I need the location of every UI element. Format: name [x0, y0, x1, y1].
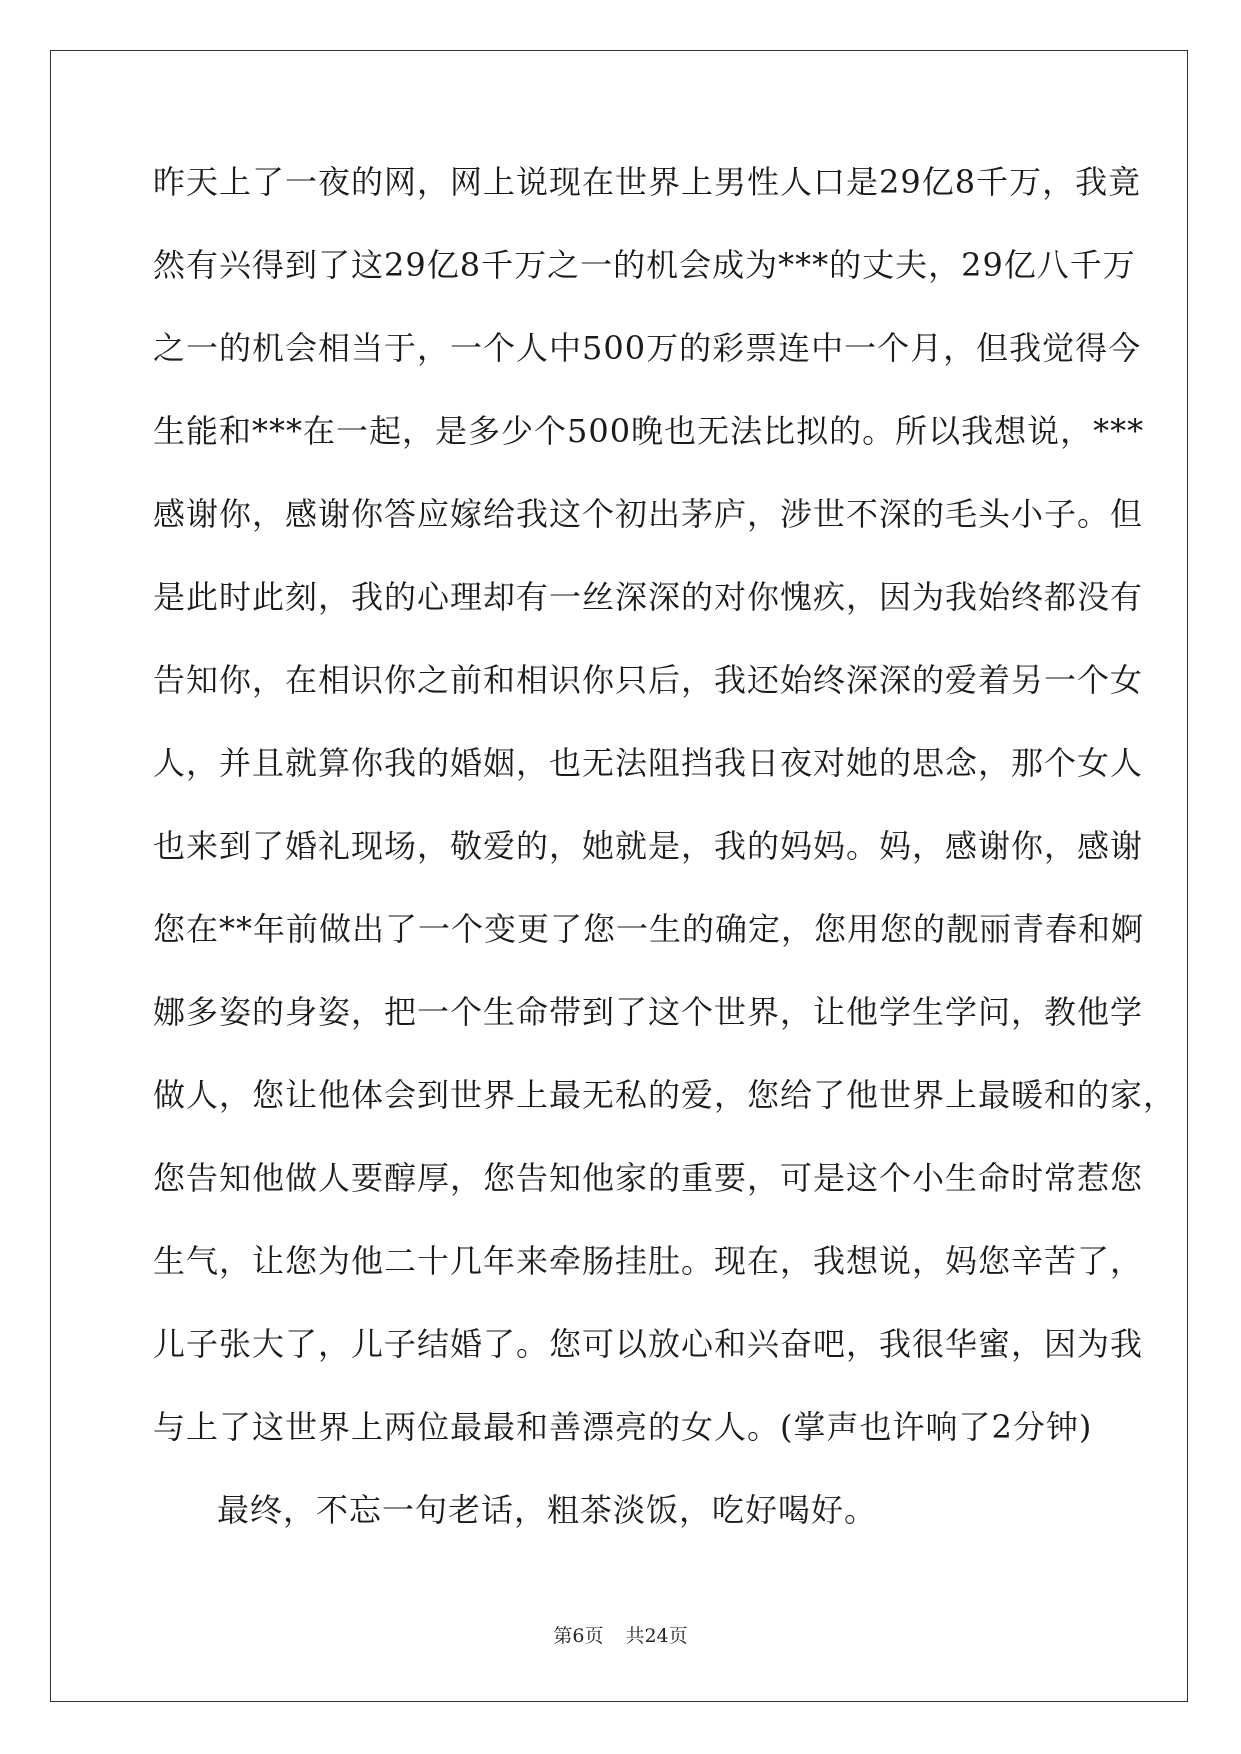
- text-line-2: 然有兴得到了这29亿8千万之一的机会成为***的丈夫，29亿八千万: [153, 246, 1136, 284]
- text-line-1: 昨天上了一夜的网，网上说现在世界上男性人口是29亿8千万，我竟: [153, 163, 1142, 201]
- closing-paragraph: 最终，不忘一句老话，粗茶淡饭，吃好喝好。: [217, 1491, 878, 1529]
- page-total: 共24页: [625, 1625, 688, 1647]
- text-line-6: 是此时此刻，我的心理却有一丝深深的对你愧疚，因为我始终都没有: [153, 578, 1144, 616]
- text-line-11: 娜多姿的身姿，把一个生命带到了这个世界，让他学生学问，教他学: [153, 993, 1144, 1031]
- text-line-16: 与上了这世界上两位最最和善漂亮的女人。(掌声也许响了2分钟): [153, 1408, 1093, 1446]
- text-line-12: 做人，您让他体会到世界上最无私的爱，您给了他世界上最暖和的家，: [153, 1076, 1177, 1114]
- text-line-3: 之一的机会相当于，一个人中500万的彩票连中一个月，但我觉得今: [153, 329, 1142, 367]
- text-line-8: 人，并且就算你我的婚姻，也无法阻挡我日夜对她的思念，那个女人: [153, 744, 1144, 782]
- body-text: [153, 162, 1177, 1573]
- text-line-15: 儿子张大了，儿子结婚了。您可以放心和兴奋吧，我很华蜜，因为我: [153, 1325, 1144, 1363]
- page-footer: [0, 1621, 1241, 1648]
- page-number: 第6页: [553, 1625, 604, 1647]
- text-line-10: 您在**年前做出了一个变更了您一生的确定，您用您的靓丽青春和婀: [153, 910, 1145, 948]
- text-line-13: 您告知他做人要醇厚，您告知他家的重要，可是这个小生命时常惹您: [153, 1159, 1144, 1197]
- text-line-9: 也来到了婚礼现场，敬爱的，她就是，我的妈妈。妈，感谢你，感谢: [153, 827, 1144, 865]
- text-line-4: 生能和***在一起，是多少个500晚也无法比拟的。所以我想说，***: [153, 412, 1145, 450]
- text-line-5: 感谢你，感谢你答应嫁给我这个初出茅庐，涉世不深的毛头小子。但: [153, 495, 1144, 533]
- text-line-7: 告知你，在相识你之前和相识你只后，我还始终深深的爱着另一个女: [153, 661, 1144, 699]
- text-line-14: 生气，让您为他二十几年来牵肠挂肚。现在，我想说，妈您辛苦了，: [153, 1242, 1144, 1280]
